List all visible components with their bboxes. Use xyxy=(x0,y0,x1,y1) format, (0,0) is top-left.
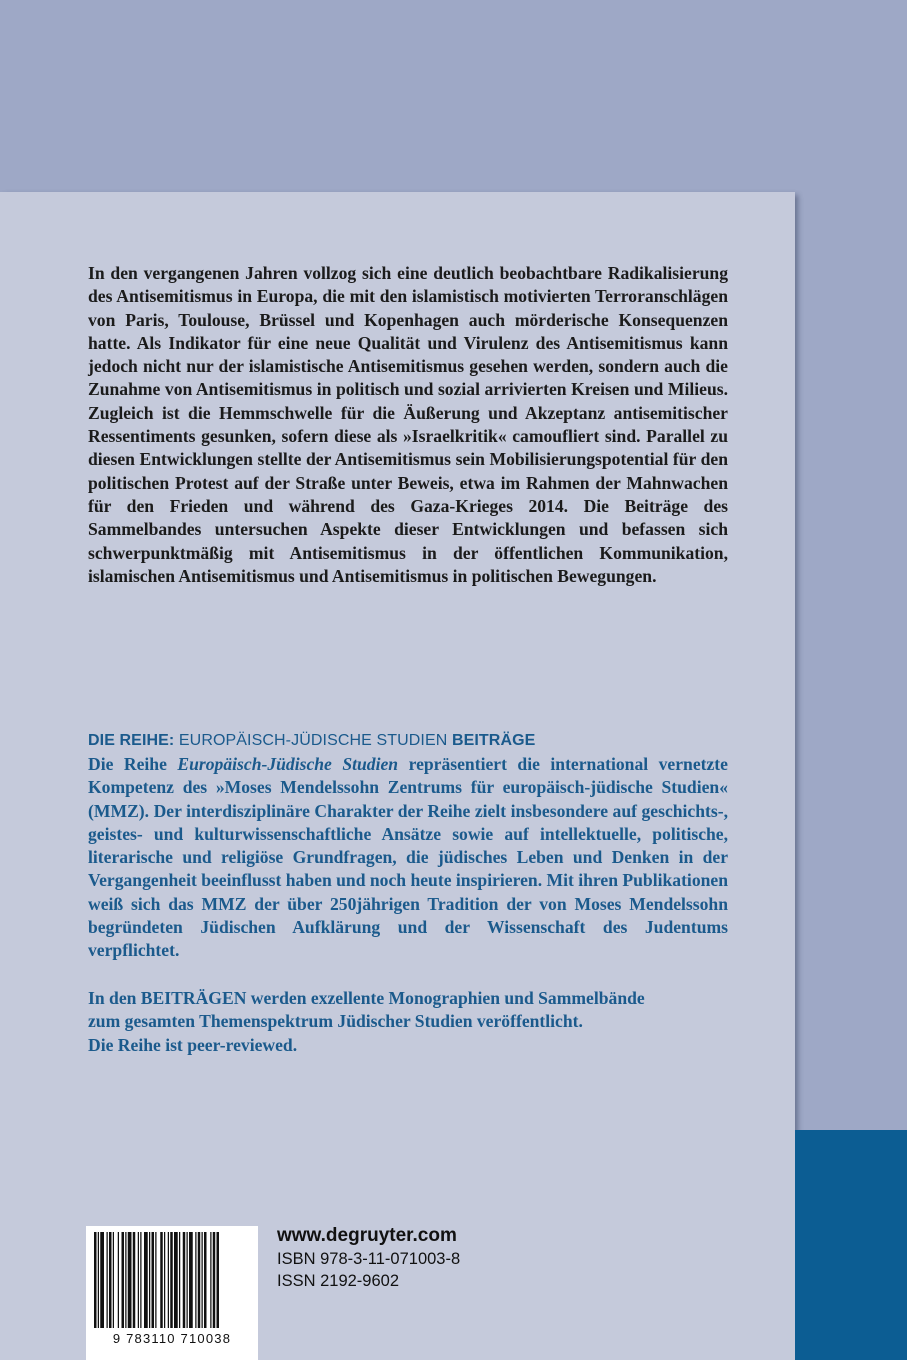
barcode-bar xyxy=(133,1232,136,1328)
series-desc-prefix: Die Reihe xyxy=(88,754,167,774)
barcode-bar xyxy=(202,1232,203,1328)
barcode-bar xyxy=(107,1232,108,1328)
barcode-digits: 9 783110 710038 xyxy=(112,1331,232,1346)
issn-text: ISSN 2192-9602 xyxy=(277,1272,400,1290)
barcode-bar xyxy=(187,1232,188,1328)
beitraege-line-1: In den BEITRÄGEN werden exzellente Monographien und Sammelbände xyxy=(88,988,645,1008)
series-desc-rest: repräsentiert die international vernetzte Kompetenz des »Moses Mendelssohn Zentrums für europäisch-jüdische Studien« (MMZ). Der interdisziplinäre Charakter der Reihe zielt insbesondere auf geschichts-, geistes- und kulturwissenschaftliche Ansätze sowie auf intellektuelle, politische, literarische und religiöse Grundfragen, die jüdisches Leben und Denken in der Vergangenheit beeinflusst haben und noch heute inspirieren. Mit ihren Publikationen weiß sich das MMZ der über 250jährigen Tradition der von Moses Mendelssohn begründeten Jüdischen Aufklärung und der Wissenschaft des Judentums verpflichtet. xyxy=(88,754,728,961)
barcode-bar xyxy=(152,1232,155,1328)
barcode-bar xyxy=(113,1232,114,1328)
barcode-bar xyxy=(170,1232,173,1328)
barcode-bar xyxy=(100,1232,104,1328)
barcode-bar xyxy=(160,1232,163,1328)
isbn-text: ISBN 978-3-11-071003-8 xyxy=(277,1250,461,1268)
barcode-bar xyxy=(128,1232,132,1328)
barcode-bar xyxy=(217,1232,220,1328)
barcode-bar xyxy=(179,1232,180,1328)
publisher-website[interactable]: www.degruyter.com xyxy=(277,1225,457,1246)
barcode-graphic xyxy=(92,1232,252,1332)
barcode-bar xyxy=(213,1232,216,1328)
barcode-bar xyxy=(149,1232,150,1328)
barcode-box xyxy=(86,1226,258,1360)
barcode-bar xyxy=(122,1232,125,1328)
barcode-bar xyxy=(125,1232,126,1328)
series-label: DIE REIHE: xyxy=(88,732,175,749)
abstract-text: In den vergangenen Jahren vollzog sich eine deutlich beobachtbare Radikalisierung des Antisemitismus in Europa, die mit den islamistisch motivierten Terroranschlägen von Paris, Toulouse, Brüssel und Kopenhagen auch mörderische Konsequenzen hatte. Als Indikator für eine neue Qualität und Virulenz des Antisemitismus kann jedoch nicht nur der islamistische Antisemitismus gesehen werden, sondern auch die Zunahme von Antisemitismus in politisch und sozial arrivierten Kreisen und Milieus. Zugleich ist die Hemmschwelle für die Äußerung und Akzeptanz antisemitischer Ressentiments gesunken, sofern diese als »Israelkritik« camoufliert sind. Parallel zu diesen Entwicklungen stellte der Antisemitismus sein Mobilisierungspotential für den politischen Protest auf der Straße unter Beweis, etwa im Rahmen der Mahnwachen für den Frieden und während des Gaza-Krieges 2014. Die Beiträge des Sammelbandes untersuchen Aspekte dieser Entwicklungen und befassen sich schwerpunktmäßig mit Antisemitismus in der öffentlichen Kommunikation, islamischen Antisemitismus und Antisemitismus in politischen Bewegungen. xyxy=(88,263,728,586)
barcode-bar xyxy=(109,1232,112,1328)
barcode-bar xyxy=(140,1232,141,1328)
publisher-info xyxy=(277,1224,460,1292)
barcode-bar xyxy=(138,1232,139,1328)
barcode-bar xyxy=(174,1232,178,1328)
barcode-bar xyxy=(155,1232,156,1328)
series-desc-title: Europäisch-Jüdische Studien xyxy=(177,754,399,774)
barcode-bar xyxy=(94,1232,97,1328)
barcode-bar xyxy=(98,1232,99,1328)
barcode-bar xyxy=(183,1232,186,1328)
barcode-bar xyxy=(210,1232,211,1328)
barcode-bar xyxy=(198,1232,201,1328)
beitraege-note xyxy=(88,987,728,1057)
accent-color-block xyxy=(795,1130,907,1360)
beitraege-line-2: zum gesamten Themenspektrum Jüdischer Studien veröffentlicht. xyxy=(88,1011,583,1032)
barcode-bar xyxy=(144,1232,148,1328)
barcode-bar xyxy=(204,1232,207,1328)
beitraege-line-3: Die Reihe ist peer-reviewed. xyxy=(88,1034,298,1055)
barcode-bar xyxy=(118,1232,119,1328)
barcode-bar xyxy=(195,1232,196,1328)
barcode-bar xyxy=(168,1232,169,1328)
series-description xyxy=(88,753,728,963)
series-subseries: BEITRÄGE xyxy=(451,732,536,749)
series-heading xyxy=(88,730,535,752)
barcode-bar xyxy=(189,1232,193,1328)
barcode-bar xyxy=(164,1232,165,1328)
series-name: EUROPÄISCH-JÜDISCHE STUDIEN xyxy=(178,732,448,749)
